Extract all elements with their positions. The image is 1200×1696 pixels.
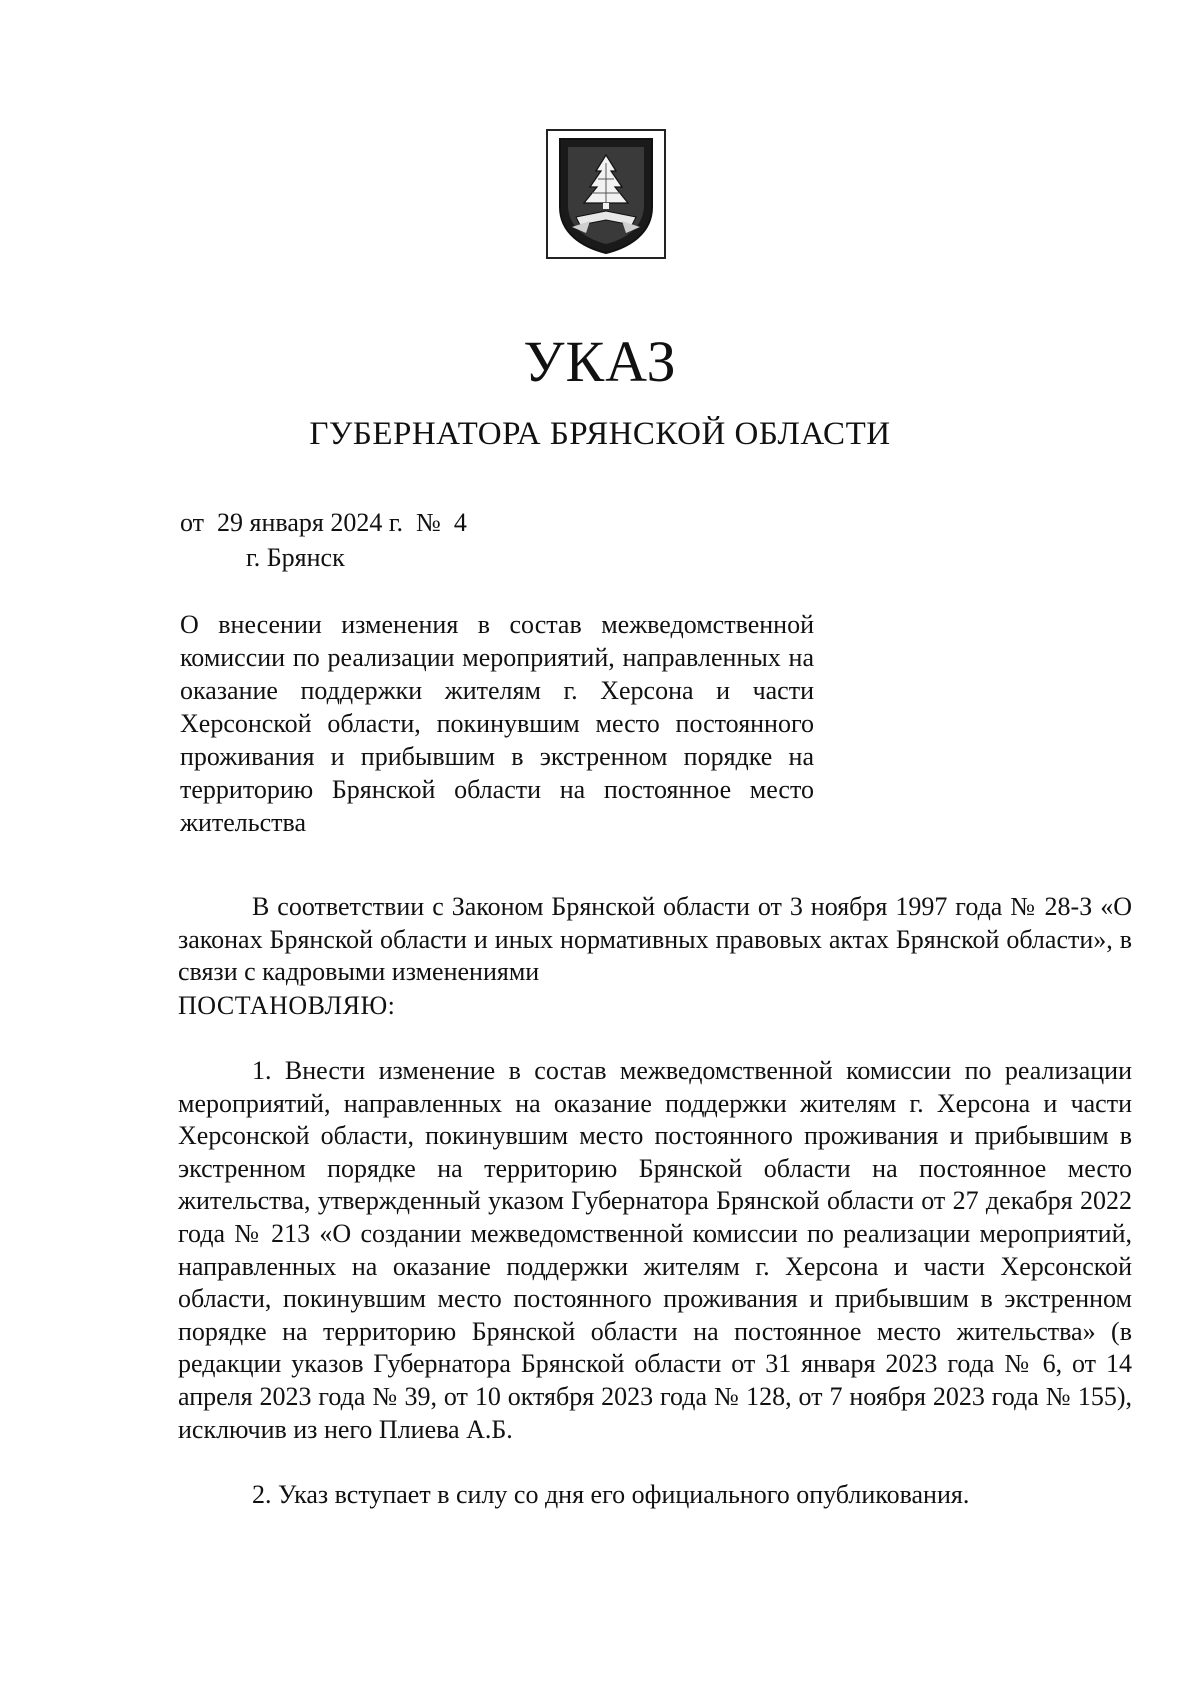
document-type-title: УКАЗ — [523, 329, 677, 394]
coat-of-arms-icon — [546, 129, 666, 259]
decree-word: ПОСТАНОВЛЯЮ: — [178, 991, 396, 1020]
preamble-paragraph: В соответствии с Законом Брянской области от 3 ноября 1997 года № 28-З «О законах Брянской области и иных нормативных правовых актах Брянской области», в связи с кадровыми изменениями — [178, 892, 1132, 987]
city-name: г. Брянск — [246, 543, 345, 572]
coat-of-arms-emblem — [546, 129, 666, 259]
decree-item-1: 1. Внести изменение в состав межведомственной комиссии по реализации мероприятий, направленных на оказание поддержки жителям г. Херсона и части Херсонской области, покинувшим место постоянного проживания и прибывшим в экстренном порядке на территорию Брянской области на постоянное место жительства, утвержденный указом Губернатора Брянской области от 27 декабря 2022 года № 213 «О создании межведомственной комиссии по реализации мероприятий, направленных на оказание поддержки жителям г. Херсона и части Херсонской области, покинувшим место постоянного проживания и прибывшим в экстренном порядке на территорию Брянской области на постоянное место жительства» (в редакции указов Губернатора Брянской области от 31 января 2023 года № 6, от 14 апреля 2023 года № 39, от 10 октября 2023 года № 128, от 7 ноября 2023 года № 155), исключив из него Плиева А.Б. — [178, 1056, 1132, 1444]
date-and-number: от 29 января 2024 г. № 4 — [180, 508, 467, 537]
issuer-heading: ГУБЕРНАТОРА БРЯНСКОЙ ОБЛАСТИ — [309, 416, 891, 452]
decree-item-2: 2. Указ вступает в силу со дня его официального опубликования. — [252, 1480, 970, 1509]
decree-subject: О внесении изменения в состав межведомственной комиссии по реализации мероприятий, направленных на оказание поддержки жителям г. Херсона и части Херсонской области, покинувшим место постоянного проживания и прибывшим в экстренном порядке на территорию Брянской области на постоянное место жительства — [180, 610, 814, 837]
